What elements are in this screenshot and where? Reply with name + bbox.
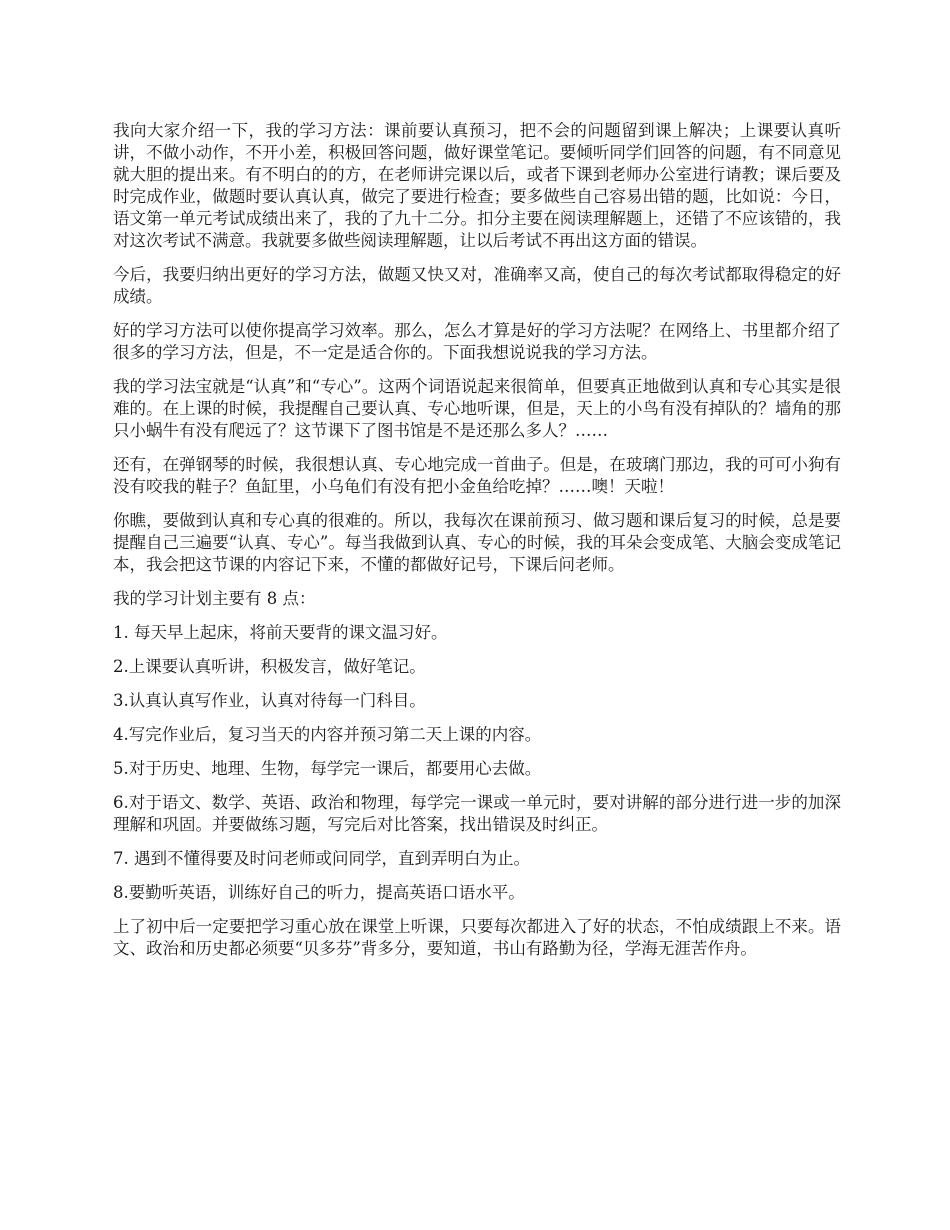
paragraph-good-method: 好的学习方法可以使你提高学习效率。那么，怎么才算是好的学习方法呢？在网络上、书里都介绍了很多的学习方法，但是，不一定是适合你的。下面我想说说我的学习方法。 [113,321,841,362]
plan-item-6: 6.对于语文、数学、英语、政治和物理，每学完一课或一单元时，要对讲解的部分进行进一步的加深理解和巩固。并要做练习题，写完后对比答案，找出错误及时纠正。 [113,793,841,834]
paragraph-focus-hard: 你瞧，要做到认真和专心真的很难的。所以，我每次在课前预习、做习题和课后复习的时候，总是要提醒自己三遍要“认真、专心”。每当我做到认真、专心的时候，我的耳朵会变成笔、大脑会变成笔记本，我会把这节课的内容记下来，不懂的都做好记号，下课后问老师。 [113,511,841,574]
plan-item-3: 3.认真认真写作业，认真对待每一门科目。 [113,691,426,710]
paragraph-plan-heading: 我的学习计划主要有 8 点： [113,589,316,608]
paragraph-magic-weapon: 我的学习法宝就是“认真”和“专心”。这两个词语说起来很简单，但要真正地做到认真和专心其实是很难的。在上课的时候，我提醒自己要认真、专心地听课，但是，天上的小鸟有没有掉队的？墙角的那只小蜗牛有没有爬远了？这节课下了图书馆是不是还那么多人？…… [113,377,841,440]
paragraph-conclusion: 上了初中后一定要把学习重心放在课堂上听课，只要每次都进入了好的状态，不怕成绩跟上不来。语文、政治和历史都必须要“贝多芬”背多分，要知道，书山有路勤为径，学海无涯苦作舟。 [113,917,841,958]
plan-item-5: 5.对于历史、地理、生物，每学完一课后，都要用心去做。 [113,759,542,778]
plan-item-1: 1. 每天早上起床，将前天要背的课文温习好。 [113,623,448,642]
plan-item-8: 8.要勤听英语，训练好自己的听力，提高英语口语水平。 [113,883,525,902]
paragraph-piano: 还有，在弹钢琴的时候，我很想认真、专心地完成一首曲子。但是，在玻璃门那边，我的可可小狗有没有咬我的鞋子？鱼缸里，小乌龟们有没有把小金鱼给吃掉？……噢！天啦！ [113,455,841,496]
plan-item-2: 2.上课要认真听讲，积极发言，做好笔记。 [113,657,426,676]
paragraph-future-goal: 今后，我要归纳出更好的学习方法，做题又快又对，准确率又高，使自己的每次考试都取得稳定的好成绩。 [113,265,841,306]
paragraph-intro-method: 我向大家介绍一下，我的学习方法：课前要认真预习，把不会的问题留到课上解决；上课要认真听讲，不做小动作，不开小差，积极回答问题，做好课堂笔记。要倾听同学们回答的问题，有不同意见就大胆的提出来。有不明白的的方，在老师讲完课以后，或者下课到老师办公室进行请教；课后要及时完成作业，做题时要认真认真，做完了要进行检查；要多做些自己容易出错的题，比如说：今日，语文第一单元考试成绩出来了，我的了九十二分。扣分主要在阅读理解题上，还错了不应该错的，我对这次考试不满意。我就要多做些阅读理解题，让以后考试不再出这方面的错误。 [113,121,841,250]
plan-item-4: 4.写完作业后，复习当天的内容并预习第二天上课的内容。 [113,725,542,744]
document-body [113,120,841,972]
plan-item-7: 7. 遇到不懂得要及时问老师或问同学，直到弄明白为止。 [113,849,530,868]
